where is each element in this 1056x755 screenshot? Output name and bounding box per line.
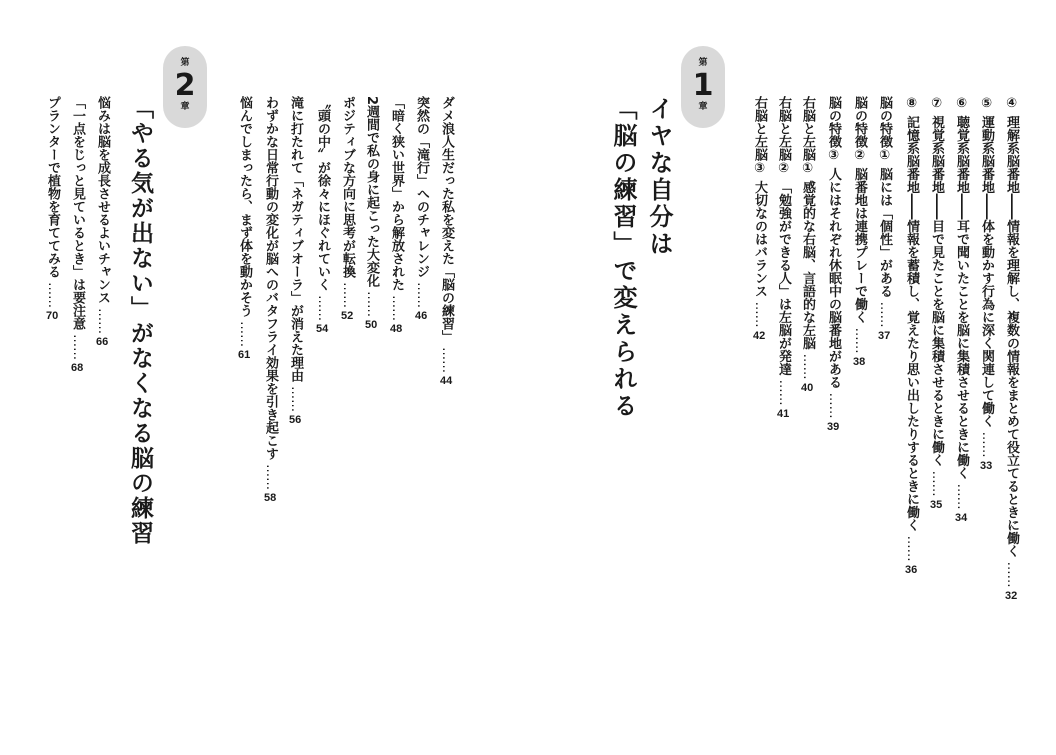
- chapter2-entry: [69, 96, 85, 360]
- chapter1-entry: [825, 96, 841, 419]
- chapter1-entry-page: 32: [1005, 589, 1018, 602]
- chapter2-entry: [438, 96, 454, 373]
- chapter2-entry-page: 68: [71, 362, 84, 375]
- chapter1-entry-text: 右脳と左脳② 「勉強ができる人」は左脳が発達: [776, 96, 791, 376]
- chapter1-entry-page: 33: [980, 459, 993, 472]
- chapter1-entry-leader: ……: [776, 375, 791, 406]
- chapter1-entry: [799, 96, 815, 380]
- chapter2-badge: [163, 46, 207, 128]
- chapter1-entry-page: 36: [905, 563, 918, 576]
- chapter1-entry-page: 35: [930, 498, 943, 511]
- chapter1-entry-leader: ……: [800, 349, 815, 380]
- chapter2-entry-text: 「一点をじっと見ているとき」は要注意: [70, 96, 85, 330]
- chapter1-entry-page: 37: [878, 329, 891, 342]
- chapter1-entry-page: 41: [777, 407, 790, 420]
- chapter1-title-line1: イヤな自分は: [645, 96, 673, 258]
- chapter1-entry-text: 脳の特徴① 脳には「個性」がある: [877, 96, 892, 298]
- chapter1-entry-leader: ……: [979, 427, 994, 458]
- chapter2-entry: [339, 96, 355, 308]
- chapter2-entry-text: 「暗く狭い世界」から解放された: [389, 96, 404, 291]
- chapter2-entry: [287, 96, 303, 412]
- chapter1-entry: [953, 96, 969, 510]
- chapter2-entry-page: 70: [46, 310, 59, 323]
- chapter2-entry-leader: ……: [340, 278, 355, 309]
- chapter2-entry-text: 悩みは脳を成長させるよいチャンス: [95, 96, 110, 304]
- chapter2-entry-page: 58: [264, 492, 277, 505]
- chapter1-badge-suffix: 章: [698, 102, 708, 112]
- chapter2-entry-leader: ……: [237, 317, 252, 348]
- chapter2-badge-number: 2: [174, 68, 196, 103]
- chapter1-entry-text: ④ 理解系脳番地――情報を理解し、複数の情報をまとめて役立てるときに働く: [1004, 96, 1019, 558]
- chapter1-entry-leader: ……: [877, 297, 892, 328]
- chapter2-entry-page: 52: [341, 310, 354, 323]
- chapter1-entry-page: 38: [853, 355, 866, 368]
- chapter2-entry-text: 〝頭の中〟が徐々にほぐれていく: [315, 96, 330, 291]
- chapter2-entry: [94, 96, 110, 334]
- chapter1-entry-page: 39: [827, 420, 840, 433]
- chapter1-entry-text: ⑤ 運動系脳番地――体を動かす行為に深く関連して働く: [979, 96, 994, 428]
- chapter2-entry-page: 48: [390, 323, 403, 336]
- chapter1-entry: [775, 96, 791, 406]
- chapter2-entry-text: ポジティブな方向に思考が転換: [340, 96, 355, 278]
- chapter1-entry-text: 脳の特徴② 脳番地は連携プレーで働く: [852, 96, 867, 324]
- chapter1-entry: [1003, 96, 1019, 588]
- chapter2-entry-page: 46: [415, 310, 428, 323]
- chapter1-entry-leader: ……: [929, 466, 944, 497]
- chapter2-entry-text: プランターで植物を育ててみる: [45, 96, 60, 278]
- chapter2-entry-leader: ……: [364, 287, 379, 318]
- chapter1-entry-leader: ……: [752, 297, 767, 328]
- chapter1-entry: [851, 96, 867, 354]
- chapter1-entry: [903, 96, 919, 562]
- chapter2-entry: [262, 96, 278, 490]
- chapter2-entry-leader: ……: [439, 343, 454, 374]
- chapter2-entry-page: 56: [289, 414, 302, 427]
- chapter1-entry-leader: ……: [1004, 557, 1019, 588]
- chapter2-entry: [236, 96, 252, 347]
- chapter1-entry-leader: ……: [904, 531, 919, 562]
- chapter2-entry-leader: ……: [95, 304, 110, 335]
- chapter1-entry: [751, 96, 767, 328]
- chapter1-entry-text: 右脳と左脳① 感覚的な右脳、言語的な左脳: [800, 96, 815, 350]
- chapter2-entry-text: 悩んでしまったら、まず体を動かそう: [237, 96, 252, 317]
- chapter1-entry: [978, 96, 994, 458]
- chapter2-entry-page: 66: [96, 336, 109, 349]
- chapter2-entry-leader: ……: [315, 291, 330, 322]
- chapter1-entry-text: ⑧ 記憶系脳番地――情報を蓄積し、覚えたり思い出したりするときに働く: [904, 96, 919, 532]
- chapter1-entry-page: 34: [955, 511, 968, 524]
- chapter2-entry: [363, 96, 379, 317]
- chapter1-entry-leader: ……: [826, 388, 841, 419]
- chapter2-entry-page: 61: [238, 349, 251, 362]
- chapter1-entry-page: 42: [753, 329, 766, 342]
- chapter1-entry: [928, 96, 944, 497]
- chapter2-badge-suffix: 章: [180, 102, 190, 112]
- chapter2-entry-leader: ……: [414, 278, 429, 309]
- chapter2-entry: [388, 96, 404, 321]
- chapter1-entry-text: 右脳と左脳③ 大切なのはバランス: [752, 96, 767, 298]
- chapter2-badge-label: 第: [180, 58, 190, 68]
- chapter2-title: 「やる気が出ない」がなくなる脳の練習: [127, 96, 153, 546]
- chapter2-entry-leader: ……: [70, 330, 85, 361]
- chapter2-entry-leader: ……: [263, 460, 278, 491]
- chapter2-entry: [413, 96, 429, 308]
- chapter1-entry-text: 脳の特徴③ 人にはそれぞれ休眠中の脳番地がある: [826, 96, 841, 389]
- chapter2-entry-leader: ……: [288, 382, 303, 413]
- chapter2-entry: [314, 96, 330, 321]
- chapter1-entry-text: ⑦ 視覚系脳番地――目で見たことを脳に集積させるときに働く: [929, 96, 944, 467]
- chapter2-entry-text: 2週間で私の身に起こった大変化: [364, 96, 379, 288]
- chapter2-entry-text: わずかな日常行動の変化が脳へのバタフライ効果を引き起こす: [263, 96, 278, 460]
- chapter1-badge: [681, 46, 725, 128]
- chapter1-badge-label: 第: [698, 58, 708, 68]
- chapter1-entry-leader: ……: [954, 479, 969, 510]
- chapter2-entry-leader: ……: [45, 278, 60, 309]
- chapter1-entry: [876, 96, 892, 328]
- chapter2-entry: [44, 96, 60, 308]
- chapter2-entry-text: ダメ浪人生だった私を変えた「脳の練習」: [439, 96, 454, 343]
- chapter2-entry-page: 54: [316, 323, 329, 336]
- chapter1-title-line2: 「脳の練習」で変えられる: [609, 96, 637, 420]
- chapter2-entry-page: 50: [365, 319, 378, 332]
- chapter1-entry-text: ⑥ 聴覚系脳番地――耳で聞いたことを脳に集積させるときに働く: [954, 96, 969, 480]
- chapter2-entry-page: 44: [440, 375, 453, 388]
- chapter1-entry-leader: ……: [852, 323, 867, 354]
- chapter2-entry-text: 突然の「滝行」へのチャレンジ: [414, 96, 429, 278]
- chapter2-entry-text: 滝に打たれて「ネガティブオーラ」が消えた理由: [288, 96, 303, 382]
- chapter1-entry-page: 40: [801, 381, 814, 394]
- chapter2-entry-leader: ……: [389, 291, 404, 322]
- chapter1-badge-number: 1: [692, 68, 714, 103]
